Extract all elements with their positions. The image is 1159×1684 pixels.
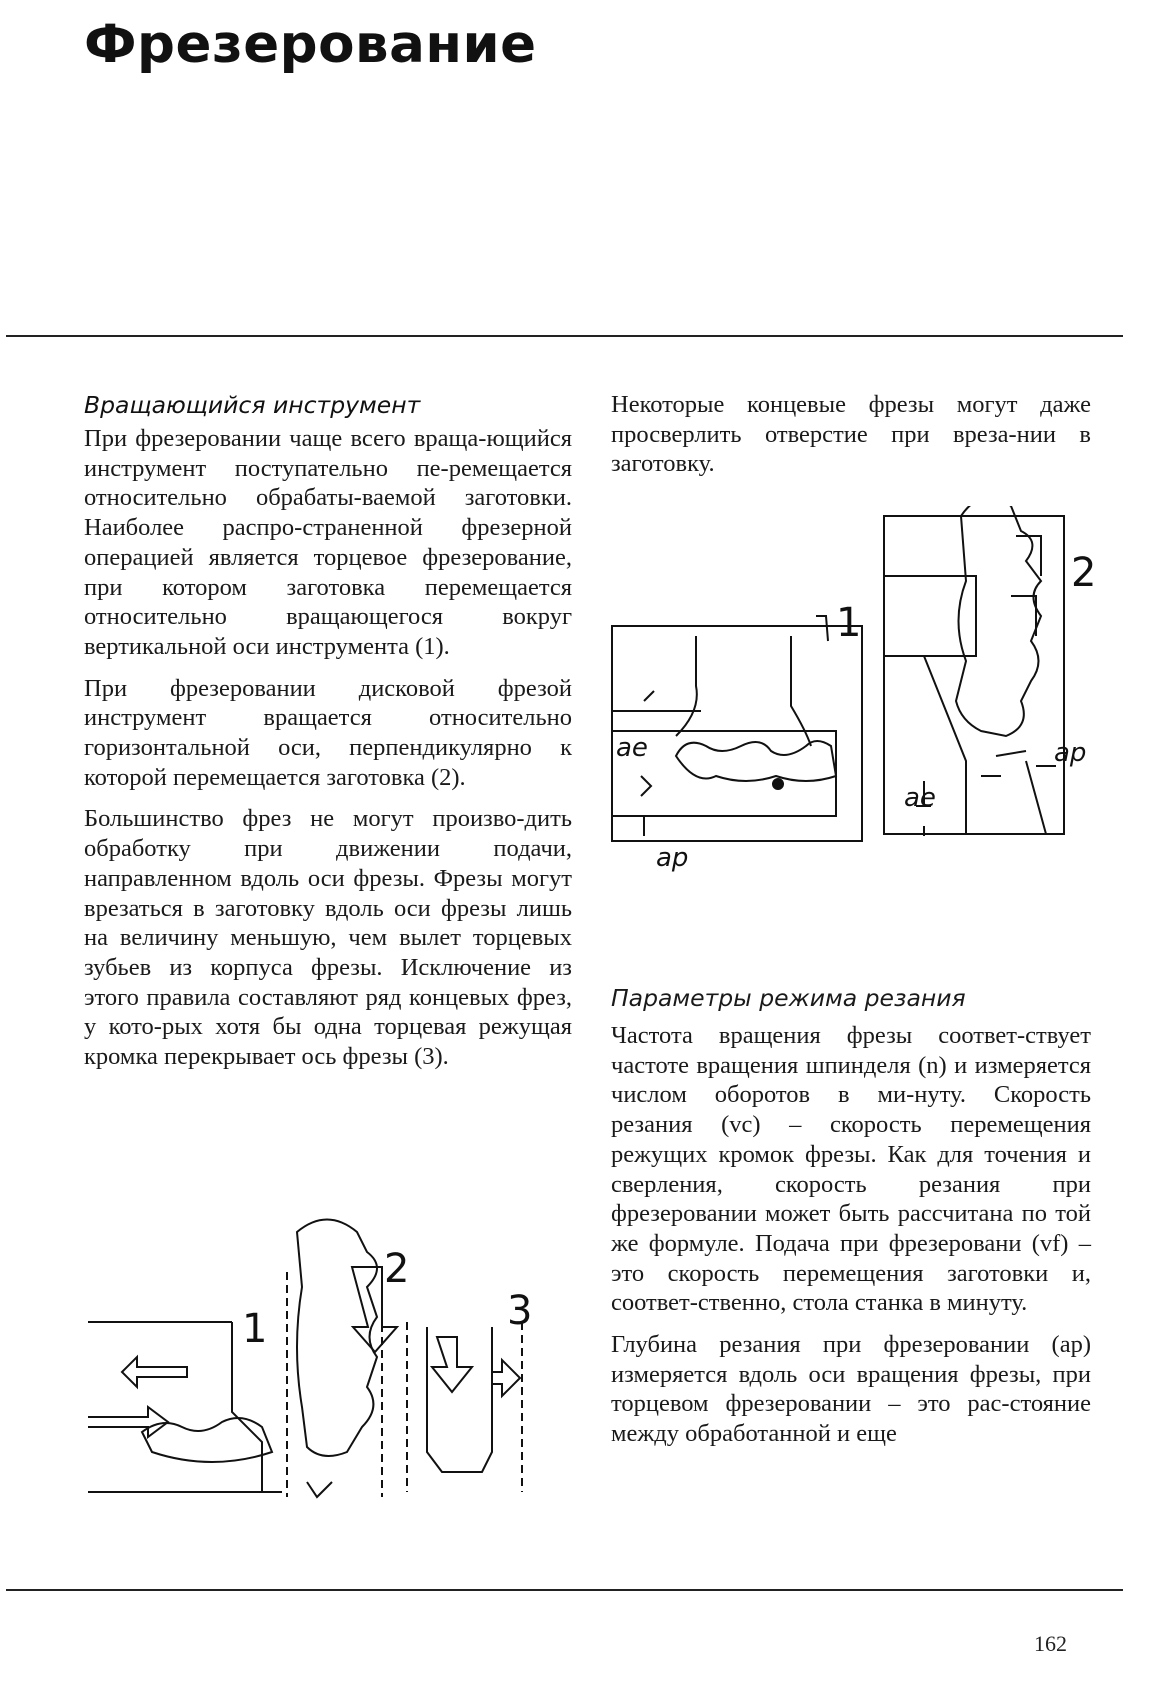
paragraph: При фрезеровании чаще всего враща-ющийся инструмент поступательно пе-ремещается относительно обрабаты-ваемой заготовки. Наиболее распро-страненной фрезерной операцией является торцевое фрезерование, при котором заготовка перемещается относительно вращающегося вокруг вертикальной оси инструмента (1). <box>84 425 572 660</box>
right-column-intro <box>611 390 1091 491</box>
figure-milling-modes <box>82 1212 582 1502</box>
paragraph: При фрезеровании дисковой фрезой инструмент вращается относительно горизонтальной оси, перпендикулярно к которой перемещается заготовка (2). <box>84 674 572 791</box>
paragraph: Большинство фрез не могут произво-дить обработку при движении подачи, направленном вдоль оси фрезы. Фрезы могут врезаться в заготовку вдоль оси фрезы лишь на величину меньшую, чем вылет торцевых зубьев из корпуса фрезы. Исключение из этого правила составляют ряд концевых фрез, у кото-рых хотя бы одна торцевая режущая кромка перекрывает ось фрезы (3). <box>84 805 572 1071</box>
paragraph: Некоторые концевые фрезы могут даже просверлить отверстие при вреза-нии в заготовку. <box>611 391 1091 478</box>
section-heading-cutting-parameters: Параметры режима резания <box>611 984 966 1012</box>
figure-label: ap <box>1054 738 1087 768</box>
left-column <box>84 390 572 1084</box>
figure-label: 2 <box>1071 550 1097 596</box>
page-title: Фрезерование <box>84 14 537 75</box>
figure-label: 1 <box>836 600 862 646</box>
paragraph: Частота вращения фрезы соответ-ствует частоте вращения шпинделя (n) и измеряется числом оборотов в ми-нуту. Скорость резания (vc) – скорость перемещения режущих кромок фрезы. Как для точения и сверления, скорость резания при фрезеровании может быть рассчитана по той же формуле. Подача при фрезеровани (vf) – это скорость перемещения заготовки и, соответ-ственно, стола станка в минуту. <box>611 1022 1091 1317</box>
right-column-body <box>611 1021 1091 1461</box>
figure-label: 3 <box>507 1288 533 1334</box>
section-heading-rotating-tool: Вращающийся инструмент <box>84 391 421 419</box>
top-divider <box>6 335 1123 337</box>
figure-label: 2 <box>384 1246 410 1292</box>
paragraph: Глубина резания при фрезеровании (ap) измеряется вдоль оси вращения фрезы, при торцевом фрезеровании – это рас-стояние между обработанной и еще <box>611 1331 1091 1448</box>
figure-label: ae <box>616 733 648 763</box>
bottom-divider <box>6 1589 1123 1591</box>
figure-label: 1 <box>242 1306 268 1352</box>
page-number: 162 <box>1034 1631 1067 1656</box>
figure-label: ap <box>656 843 689 873</box>
figure-milling-depths <box>606 506 1106 956</box>
figure-label: ae <box>904 783 936 813</box>
